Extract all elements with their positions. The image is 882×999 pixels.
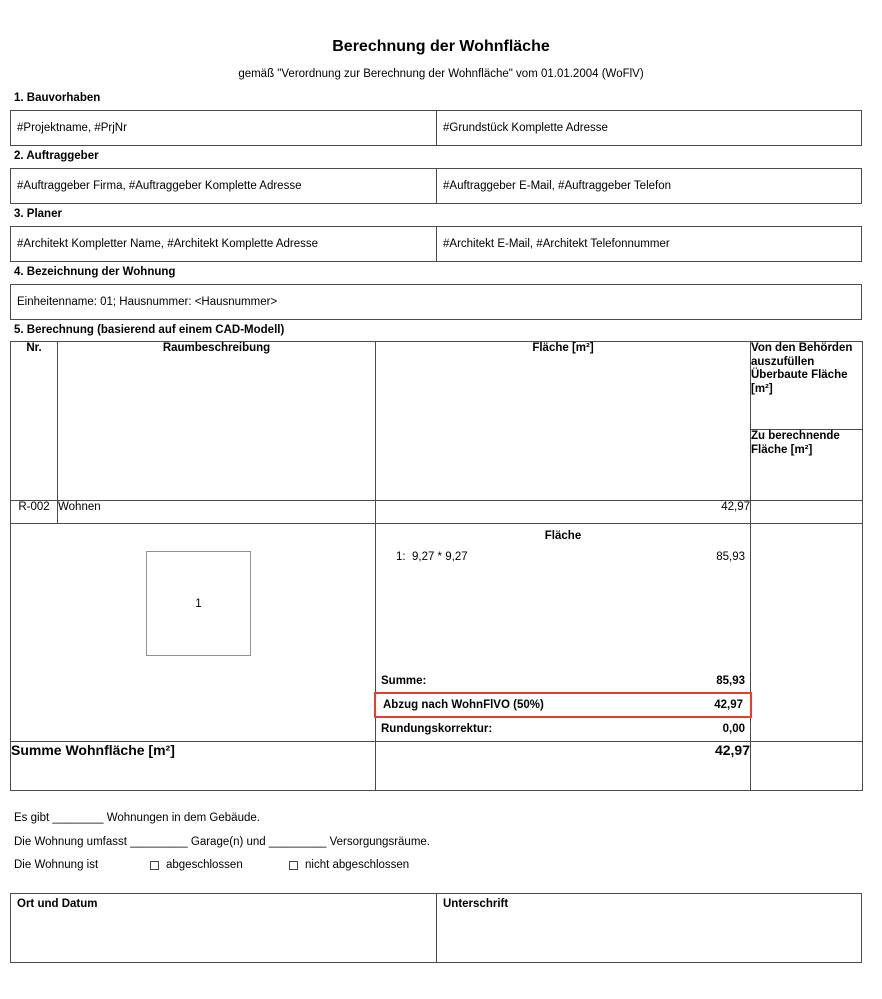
berechnung-table [10, 341, 863, 791]
calc-line [376, 551, 750, 563]
projektname-field: #Projektname, #PrjNr [11, 111, 437, 145]
planer-box [10, 226, 862, 262]
abzug-value: 42,97 [714, 699, 743, 711]
section-label-auftraggeber: 2. Auftraggeber [14, 150, 99, 162]
einheitenname-field: Einheitenname: 01; Hausnummer: <Hausnummer> [17, 296, 278, 308]
room-nr: R-002 [11, 501, 58, 524]
page-subtitle: gemäß "Verordnung zur Berechnung der Wohnfläche" vom 01.01.2004 (WoFlV) [238, 68, 644, 80]
garagen-count-line: Die Wohnung umfasst _________ Garage(n) und _________ Versorgungsräume. [14, 836, 430, 848]
auftraggeber-box [10, 168, 862, 204]
option-nicht-abgeschlossen [289, 859, 409, 872]
room-sketch-shape [146, 551, 251, 656]
room-sketch-cell [11, 524, 376, 742]
column-header-zu-berechnende: Zu berechnende Fläche [m²] [751, 430, 863, 501]
column-header-flaeche: Fläche [m²] [376, 342, 751, 501]
total-value: 42,97 [376, 742, 751, 791]
bauvorhaben-box [10, 110, 862, 146]
signature-box [10, 893, 862, 963]
option-abgeschlossen-label: abgeschlossen [166, 859, 243, 871]
flaeche-detail-cell [376, 524, 751, 742]
option-nicht-abgeschlossen-label: nicht abgeschlossen [305, 859, 410, 871]
auftraggeber-kontakt-field: #Auftraggeber E-Mail, #Auftraggeber Telefon [443, 180, 672, 192]
column-header-nr: Nr. [11, 342, 58, 501]
abgeschlossen-line-label: Die Wohnung ist [14, 859, 99, 871]
ort-und-datum-cell: Ort und Datum [11, 894, 437, 962]
option-abgeschlossen [150, 859, 243, 872]
wohnung-box [10, 284, 862, 320]
abzug-label: Abzug nach WohnFlVO (50%) [383, 699, 544, 711]
page-title: Berechnung der Wohnfläche [332, 38, 550, 55]
calc-formula: 1: 9,27 * 9,27 [396, 551, 468, 563]
abgeschlossen-line [14, 859, 854, 873]
total-ueberbaute-cell [751, 742, 863, 791]
section-label-bauvorhaben: 1. Bauvorhaben [14, 92, 101, 104]
rundung-row [376, 718, 750, 740]
room-sketch-label: 1 [195, 597, 202, 610]
section-label-wohnung: 4. Bezeichnung der Wohnung [14, 266, 176, 278]
rundung-label: Rundungskorrektur: [381, 723, 493, 735]
checkbox-nicht-abgeschlossen-icon[interactable] [289, 861, 298, 870]
summe-row [376, 670, 750, 692]
summary-block [376, 670, 750, 740]
architekt-kontakt-field: #Architekt E-Mail, #Architekt Telefonnummer [443, 238, 670, 250]
detail-row [11, 524, 863, 742]
total-row [11, 742, 863, 791]
room-flaeche-value: 42,97 [376, 501, 751, 524]
summe-value: 85,93 [716, 675, 745, 687]
abzug-row [374, 692, 752, 718]
room-name: Wohnen [58, 501, 376, 524]
total-label: Summe Wohnfläche [m²] [11, 742, 376, 791]
section-label-berechnung: 5. Berechnung (basierend auf einem CAD-Modell) [14, 324, 285, 336]
architekt-name-field: #Architekt Kompletter Name, #Architekt Komplette Adresse [11, 227, 437, 261]
unterschrift-cell: Unterschrift [443, 898, 509, 910]
wohnungen-count-line: Es gibt ________ Wohnungen in dem Gebäude. [14, 812, 260, 824]
column-header-raumbeschreibung: Raumbeschreibung [58, 342, 376, 501]
rundung-value: 0,00 [722, 723, 745, 735]
detail-ueberbaute-cell [751, 524, 863, 742]
room-row [11, 501, 863, 524]
calc-value: 85,93 [716, 551, 745, 563]
auftraggeber-firma-field: #Auftraggeber Firma, #Auftraggeber Komplette Adresse [11, 169, 437, 203]
column-header-behoerden: Von den Behörden auszufüllen Überbaute Fläche [m²] [751, 342, 863, 430]
grundstueck-adresse-field: #Grundstück Komplette Adresse [443, 122, 608, 134]
checkbox-abgeschlossen-icon[interactable] [150, 861, 159, 870]
room-ueberbaute-cell [751, 501, 863, 524]
flaeche-detail-header: Fläche [544, 530, 582, 542]
section-label-planer: 3. Planer [14, 208, 62, 220]
summe-label: Summe: [381, 675, 427, 687]
